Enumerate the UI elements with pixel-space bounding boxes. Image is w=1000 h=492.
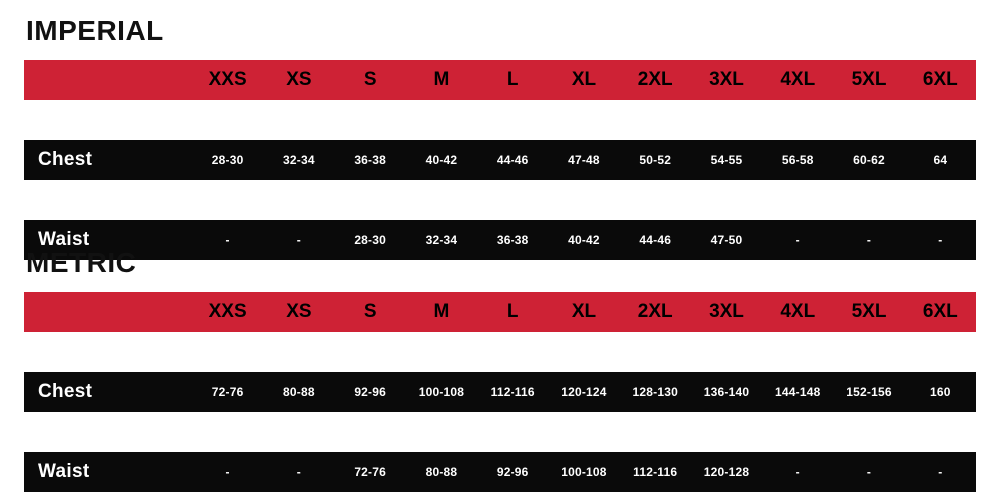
table-header-row	[24, 292, 976, 332]
column-header-xs: XS	[286, 69, 312, 90]
cell-waist-l: 36-38	[496, 233, 529, 247]
cell-waist-xs: -	[296, 465, 301, 479]
row-spacer-cell	[24, 180, 976, 220]
cell-chest-m: 100-108	[418, 385, 465, 399]
cell-chest-6xl: 160	[930, 385, 951, 399]
cell-waist-s: 28-30	[354, 233, 387, 247]
row-spacer	[24, 332, 976, 372]
column-header-s: S	[363, 301, 377, 322]
cell-chest-xxs: 28-30	[211, 153, 244, 167]
size-section-imperial	[24, 14, 976, 260]
cell-chest-xxs: 72-76	[211, 385, 244, 399]
column-header-6xl: 6XL	[922, 301, 958, 322]
size-section-metric	[24, 246, 976, 492]
cell-chest-xs: 32-34	[283, 153, 315, 167]
column-header-xl: XL	[571, 301, 597, 322]
cell-chest-6xl: 64	[933, 153, 948, 167]
column-header-xxs: XXS	[208, 301, 247, 322]
cell-chest-4xl: 56-58	[781, 153, 814, 167]
cell-waist-2xl: 112-116	[633, 465, 678, 479]
cell-chest-2xl: 128-130	[632, 385, 678, 399]
column-header-l: L	[506, 301, 519, 322]
size-table-imperial	[24, 60, 976, 260]
column-header-blank	[24, 60, 192, 100]
cell-waist-3xl: 120-128	[703, 465, 750, 479]
column-header-xxs: XXS	[208, 69, 247, 90]
row-spacer-cell	[24, 100, 976, 140]
row-spacer-cell	[24, 332, 976, 372]
cell-waist-5xl: -	[866, 465, 872, 479]
row-label-chest: Chest	[38, 381, 93, 402]
row-label-waist: Waist	[38, 229, 90, 250]
table-row-chest	[24, 372, 976, 412]
column-header-4xl: 4XL	[780, 69, 816, 90]
column-header-6xl: 6XL	[922, 69, 958, 90]
column-header-m: M	[433, 69, 450, 90]
cell-waist-xxs: -	[225, 465, 230, 479]
cell-chest-5xl: 152-156	[846, 385, 892, 399]
cell-waist-xxs: -	[225, 233, 230, 247]
size-table-metric	[24, 292, 976, 492]
row-spacer	[24, 180, 976, 220]
column-header-m: M	[433, 301, 450, 322]
column-header-3xl: 3XL	[709, 301, 744, 322]
column-header-xs: XS	[286, 301, 312, 322]
row-spacer-cell	[24, 412, 976, 452]
cell-waist-4xl: -	[795, 233, 800, 247]
column-header-s: S	[363, 69, 377, 90]
cell-waist-m: 32-34	[425, 233, 458, 247]
row-spacer	[24, 412, 976, 452]
column-header-5xl: 5XL	[851, 69, 887, 90]
row-spacer	[24, 100, 976, 140]
cell-chest-xl: 120-124	[561, 385, 607, 399]
cell-chest-l: 44-46	[496, 153, 529, 167]
row-label-waist: Waist	[38, 461, 90, 482]
section-title-metric: METRIC	[26, 247, 137, 278]
cell-waist-xs: -	[296, 233, 301, 247]
cell-chest-3xl: 54-55	[710, 153, 743, 167]
cell-waist-m: 80-88	[425, 465, 458, 479]
column-header-2xl: 2XL	[637, 69, 673, 90]
cell-chest-l: 112-116	[490, 385, 535, 399]
column-header-blank	[24, 292, 192, 332]
cell-chest-m: 40-42	[425, 153, 458, 167]
cell-waist-6xl: -	[938, 233, 943, 247]
column-header-xl: XL	[571, 69, 597, 90]
cell-waist-3xl: 47-50	[710, 233, 743, 247]
column-header-5xl: 5XL	[851, 301, 887, 322]
cell-chest-5xl: 60-62	[853, 153, 885, 167]
cell-chest-3xl: 136-140	[703, 385, 750, 399]
cell-waist-s: 72-76	[354, 465, 387, 479]
column-header-4xl: 4XL	[780, 301, 816, 322]
cell-waist-5xl: -	[866, 233, 872, 247]
table-row-waist	[24, 452, 976, 492]
row-label-chest: Chest	[38, 149, 93, 170]
cell-waist-xl: 40-42	[568, 233, 600, 247]
cell-chest-4xl: 144-148	[775, 385, 821, 399]
column-header-3xl: 3XL	[709, 69, 744, 90]
cell-waist-2xl: 44-46	[639, 233, 672, 247]
cell-waist-xl: 100-108	[561, 465, 607, 479]
cell-waist-4xl: -	[795, 465, 800, 479]
cell-chest-s: 36-38	[354, 153, 387, 167]
cell-chest-s: 92-96	[354, 385, 387, 399]
cell-waist-6xl: -	[938, 465, 943, 479]
cell-chest-2xl: 50-52	[639, 153, 672, 167]
section-title-imperial: IMPERIAL	[26, 15, 164, 46]
table-row-chest	[24, 140, 976, 180]
cell-waist-l: 92-96	[496, 465, 529, 479]
column-header-2xl: 2XL	[637, 301, 673, 322]
column-header-l: L	[506, 69, 519, 90]
cell-chest-xs: 80-88	[283, 385, 315, 399]
cell-chest-xl: 47-48	[568, 153, 600, 167]
table-header-row	[24, 60, 976, 100]
